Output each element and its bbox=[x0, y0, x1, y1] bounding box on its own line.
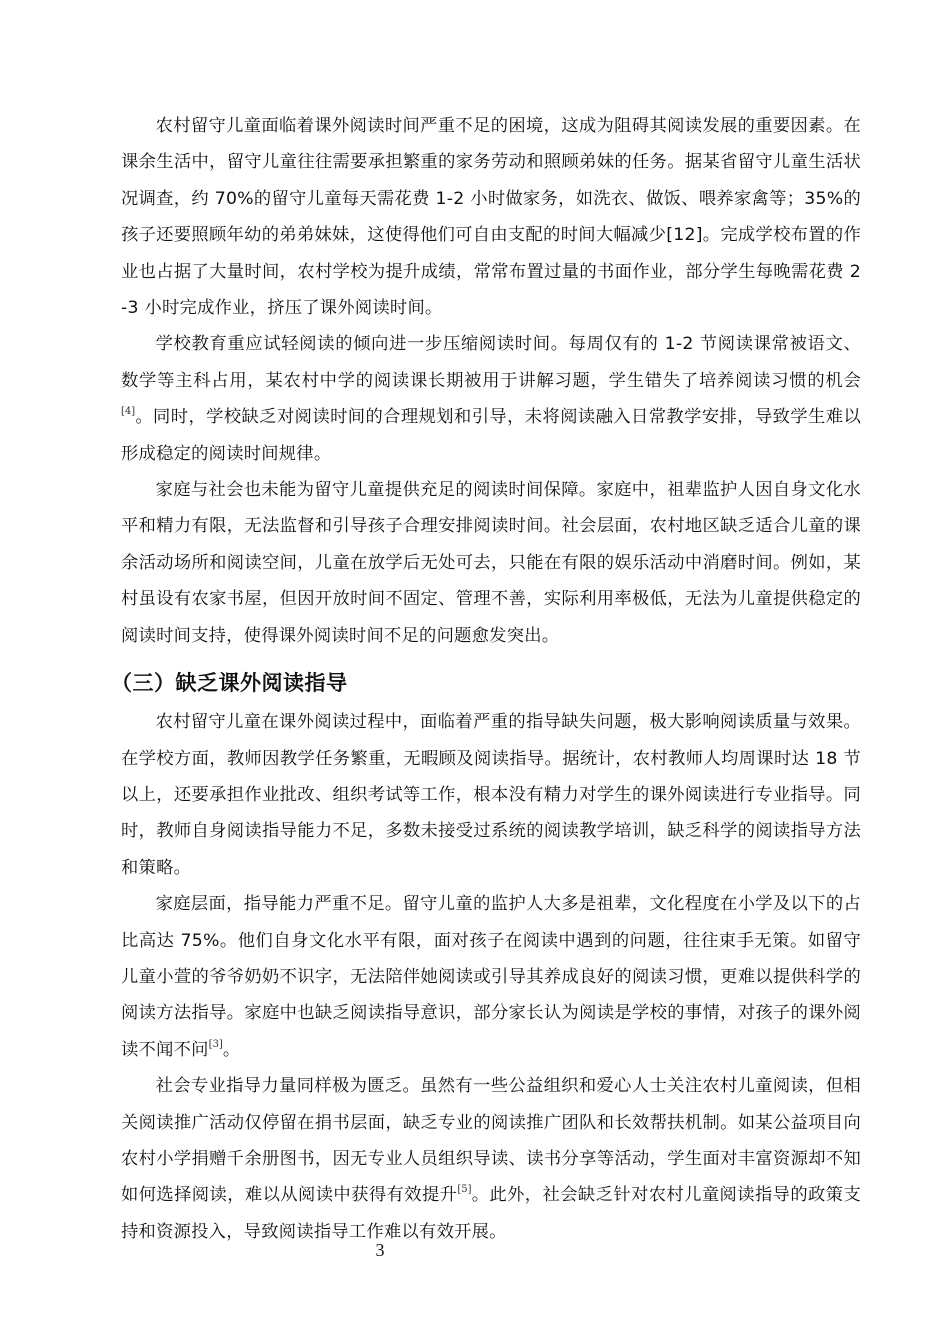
paragraph-text: 学校教育重应试轻阅读的倾向进一步压缩阅读时间。每周仅有的 1-2 节阅读课常被语文、数学等主科占用，某农村中学的阅读课长期被用于讲解习题，学生错失了培养阅读习惯的机会 bbox=[121, 334, 861, 391]
section-heading: （三）缺乏课外阅读指导 bbox=[111, 671, 348, 696]
paragraph-text: 。此外，社会缺乏针对农村儿童阅读指导的政策支持和资源投入，导致阅读指导工作难以有效开展。 bbox=[121, 1185, 861, 1242]
paragraph-text: 。同时，学校缺乏对阅读时间的合理规划和引导，未将阅读融入日常教学安排，导致学生难以形成稳定的阅读时间规律。 bbox=[121, 407, 861, 464]
section-reading-guidance bbox=[121, 704, 861, 1250]
document-body bbox=[111, 108, 861, 1250]
body-paragraph bbox=[121, 326, 861, 472]
body-paragraph bbox=[121, 472, 861, 654]
citation-reference: [3] bbox=[208, 1038, 223, 1050]
paragraph-text: 农村留守儿童在课外阅读过程中，面临着严重的指导缺失问题，极大影响阅读质量与效果。在学校方面，教师因教学任务繁重，无暇顾及阅读指导。据统计，农村教师人均周课时达 18 节以上，还要承担作业批改、组织考试等工作，根本没有精力对学生的课外阅读进行专业指导。同时，教师自身阅读指导能力不足，多数未接受过系统的阅读教学培训，缺乏科学的阅读指导方法和策略。 bbox=[121, 712, 861, 878]
citation-reference: [4] bbox=[121, 406, 136, 418]
paragraph-text: 家庭层面，指导能力严重不足。留守儿童的监护人大多是祖辈，文化程度在小学及以下的占比高达 75%。他们自身文化水平有限，面对孩子在阅读中遇到的问题，往往束手无策。如留守儿童小萱的爷爷奶奶不识字，无法陪伴她阅读或引导其养成良好的阅读习惯，更难以提供科学的阅读方法指导。家庭中也缺乏阅读指导意识，部分家长认为阅读是学校的事情，对孩子的课外阅读不闻不问 bbox=[121, 894, 861, 1060]
citation-reference: [5] bbox=[457, 1184, 472, 1196]
page-number: 3 bbox=[375, 1240, 385, 1260]
paragraph-text: 。 bbox=[222, 1039, 241, 1060]
paragraph-text: 社会专业指导力量同样极为匮乏。虽然有一些公益组织和爱心人士关注农村儿童阅读，但相关阅读推广活动仅停留在捐书层面，缺乏专业的阅读推广团队和长效帮扶机制。如某公益项目向农村小学捐赠千余册图书，因无专业人员组织导读、读书分享等活动，学生面对丰富资源却不知如何选择阅读，难以从阅读中获得有效提升 bbox=[121, 1076, 861, 1206]
body-paragraph bbox=[121, 1068, 861, 1250]
paragraph-text: 农村留守儿童面临着课外阅读时间严重不足的困境，这成为阻碍其阅读发展的重要因素。在课余生活中，留守儿童往往需要承担繁重的家务劳动和照顾弟妹的任务。据某省留守儿童生活状况调查，约 70%的留守儿童每天需花费 1-2 小时做家务，如洗衣、做饭、喂养家禽等；35%的孩子还要照顾年幼的弟弟妹妹，这使得他们可自由支配的时间大幅减少[12]。完成学校布置的作业也占据了大量时间，农村学校为提升成绩，常常布置过量的书面作业，部分学生每晚需花费 2-3 小时完成作业，挤压了课外阅读时间。 bbox=[121, 116, 861, 319]
body-paragraph bbox=[121, 704, 861, 886]
body-paragraph bbox=[121, 886, 861, 1068]
paragraph-text: 家庭与社会也未能为留守儿童提供充足的阅读时间保障。家庭中，祖辈监护人因自身文化水平和精力有限，无法监督和引导孩子合理安排阅读时间。社会层面，农村地区缺乏适合儿童的课余活动场所和阅读空间，儿童在放学后无处可去，只能在有限的娱乐活动中消磨时间。例如，某村虽设有农家书屋，但因开放时间不固定、管理不善，实际利用率极低，无法为儿童提供稳定的阅读时间支持，使得课外阅读时间不足的问题愈发突出。 bbox=[121, 480, 861, 646]
body-paragraph bbox=[121, 108, 861, 326]
section-reading-time bbox=[121, 108, 861, 654]
